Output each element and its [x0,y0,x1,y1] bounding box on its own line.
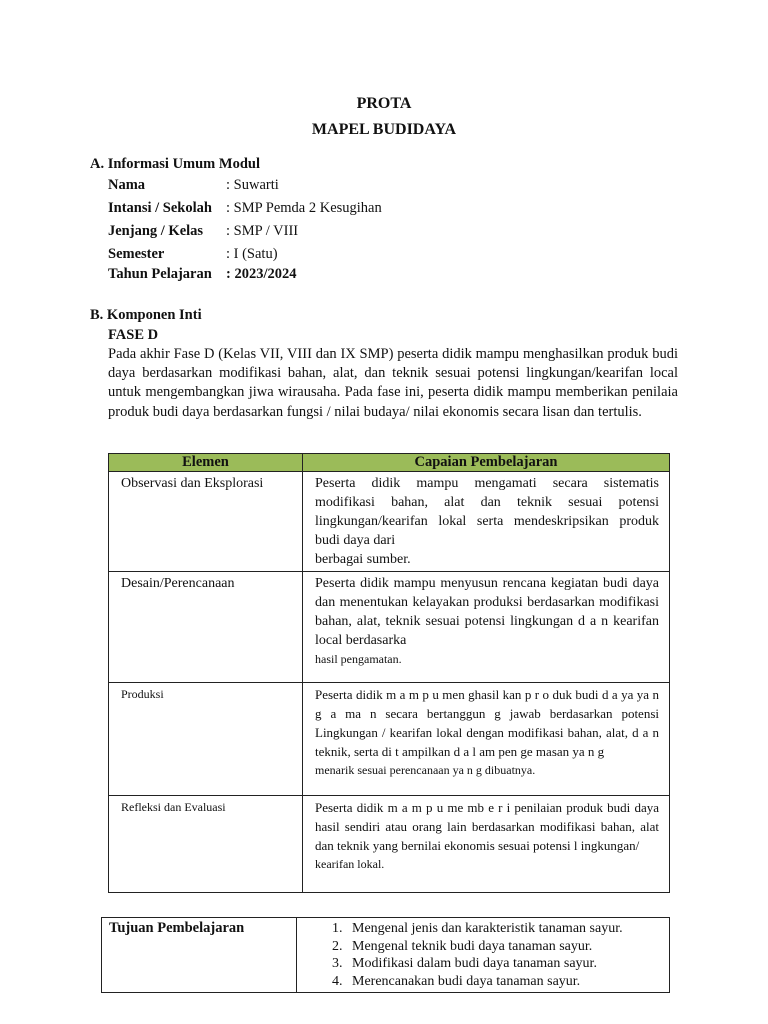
section-a-heading: A. Informasi Umum Modul [90,156,260,172]
capaian-cell [303,472,670,572]
tujuan-label: Tujuan Pembelajaran [102,918,297,993]
info-label: Intansi / Sekolah [108,200,212,216]
capaian-text-tail: menarik sesuai perencanaan ya n g dibuatnya. [315,763,536,777]
list-item: 3. Modifikasi dalam budi daya tanaman sayur. [346,955,662,973]
column-header-capaian: Capaian Pembelajaran [303,454,670,472]
list-item: 4. Merencanakan budi daya tanaman sayur. [346,973,662,991]
column-header-elemen: Elemen [109,454,303,472]
info-label: Semester [108,246,165,262]
fase-description: Pada akhir Fase D (Kelas VII, VIII dan IX SMP) peserta didik mampu menghasilkan produk budi daya berdasarkan modifikasi bahan, alat, dan teknik sesuai potensi lingkungan/kearifan local untuk mengembangkan jiwa wirausaha. Pada fase ini, peserta didik mampu memberikan penilaia produk budi daya berdasarkan fungsi / nilai budaya/ nilai ekonomis secara lisan dan tertulis. [108,346,678,420]
table-row [109,572,670,683]
elemen-cell: Refleksi dan Evaluasi [109,796,303,893]
table-row [102,918,670,993]
info-label: Jenjang / Kelas [108,223,204,239]
info-value: : SMP Pemda 2 Kesugihan [226,200,382,216]
list-item: 2. Mengenal teknik budi daya tanaman sayur. [346,938,662,956]
capaian-text: Peserta didik m a m p u me mb e r i penilaian produk budi daya hasil sendiri atau orang lain berdasarkan modifikasi bahan, alat dan teknik yang bernilai ekonomis sesuai potensi l ingkungan/ [315,800,659,853]
info-value: : SMP / VIII [226,223,299,239]
tujuan-table [101,917,670,993]
capaian-cell [303,683,670,796]
capaian-text: Peserta didik m a m p u men ghasil kan p r o duk budi d a ya ya n g a ma n secara bertanggun g jawab berdasarkan potensi Lingkungan / kearifan lokal dengan modifikasi bahan, alat, d a n teknik, serta di t ampilkan d a l am pen ge masan ya n g [315,687,659,759]
capaian-text-tail: kearifan lokal. [315,857,385,871]
info-label: Nama [108,177,146,193]
table-row [109,683,670,796]
table-row [109,472,670,572]
info-value: : Suwarti [226,177,279,193]
document-subtitle: MAPEL BUDIDAYA [311,121,457,138]
info-value: : 2023/2024 [226,266,297,282]
capaian-text: Peserta didik mampu mengamati secara sistematis modifikasi bahan, alat dan teknik sesuai potensi lingkungan/kearifan lokal serta mendeskripsikan produk budi daya dari [315,476,659,548]
capaian-text-tail: hasil pengamatan. [315,652,402,666]
capaian-cell [303,796,670,893]
document-title: PROTA [356,95,412,112]
info-value: : I (Satu) [226,246,278,262]
capaian-text-tail: berbagai sumber. [315,552,411,567]
capaian-text: Peserta didik mampu menyusun rencana kegiatan budi daya dan menentukan kelayakan produksi berdasarkan modifikasi bahan, alat, teknik sesuai potensi lingkungan d a n kearifan local berdasarka [315,576,659,648]
table-header-row [109,454,670,472]
list-item: 1. Mengenal jenis dan karakteristik tanaman sayur. [346,920,662,938]
tujuan-list-cell [297,918,670,993]
elemen-cell: Observasi dan Eksplorasi [109,472,303,572]
info-label: Tahun Pelajaran [108,266,212,282]
fase-heading: FASE D [108,327,159,343]
elemen-cell: Produksi [109,683,303,796]
table-row [109,796,670,893]
capaian-table [108,453,670,893]
section-b-heading: B. Komponen Inti [90,307,202,323]
tujuan-list [304,920,662,990]
elemen-cell: Desain/Perencanaan [109,572,303,683]
capaian-cell [303,572,670,683]
